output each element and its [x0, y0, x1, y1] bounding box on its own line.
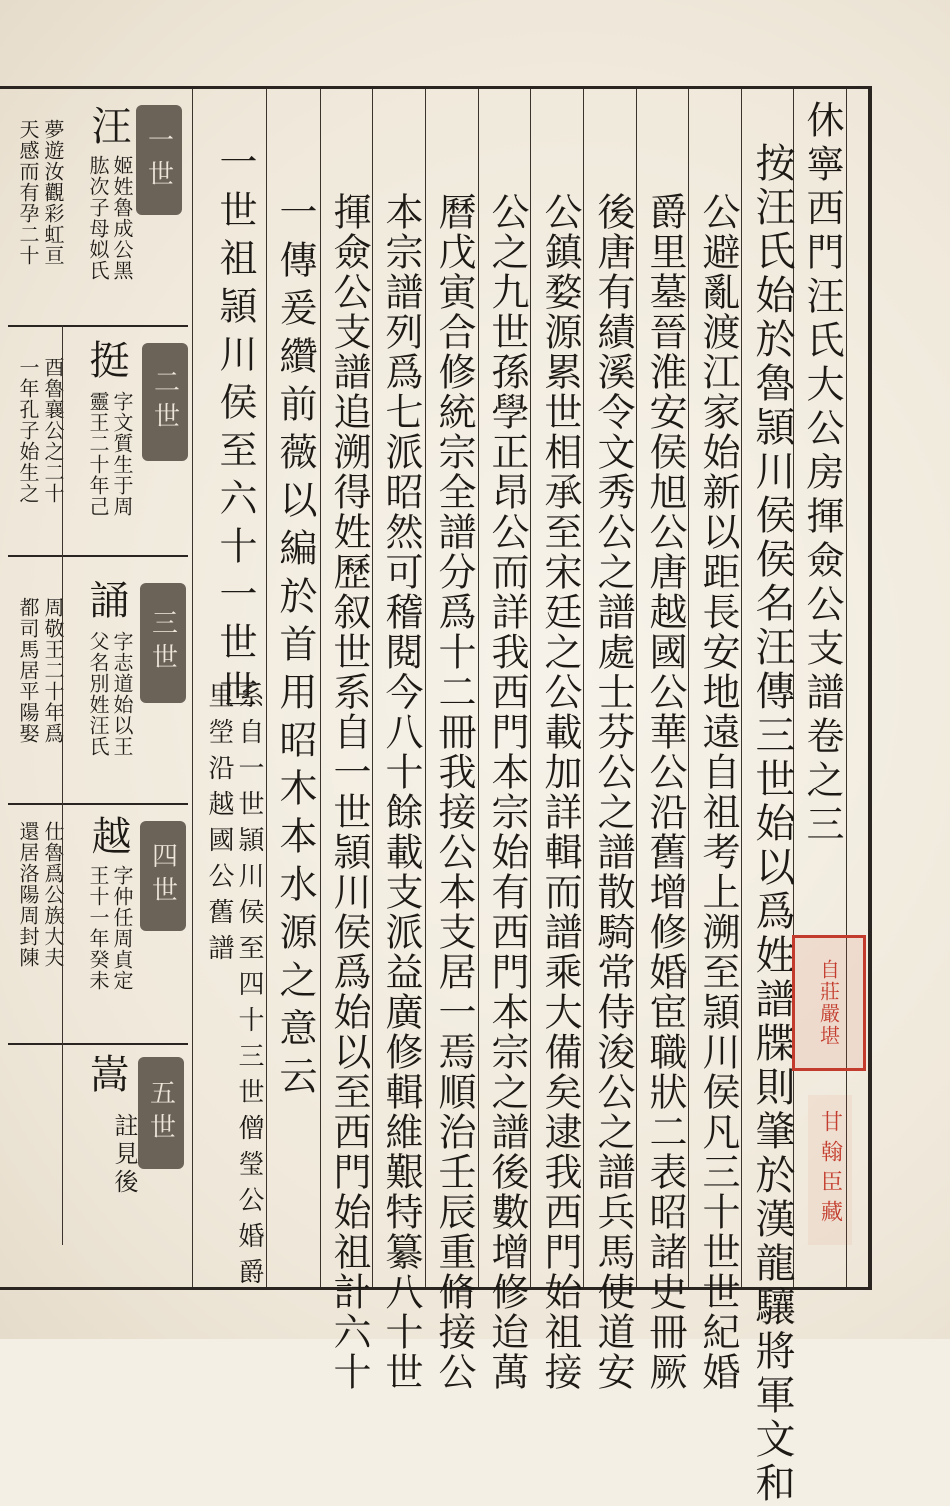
text-column: 公鎮婺源累世相承至宋廷之公載加詳輯而譜乘大備矣逮我西門始祖接 [538, 192, 582, 1392]
chart-cell [8, 1043, 188, 1243]
seal-text: 甘翰臣藏 [817, 1110, 843, 1230]
column-rule [530, 89, 531, 1287]
frame-right-border [868, 86, 872, 1290]
ancestor-note: 姬姓魯成公黑 [110, 155, 134, 281]
ancestor-note: 都司馬居平陽娶 [16, 597, 40, 744]
ancestor-note: 註見後 [110, 1113, 138, 1197]
collector-seal [792, 935, 866, 1071]
seal-text: 自莊嚴堪 [816, 959, 841, 1047]
ancestor-note: 肱次子母姒氏 [86, 155, 110, 281]
column-rule [741, 89, 742, 1287]
ancestor-note: 字仲任周貞定 [110, 865, 134, 991]
text-column: 一傳爰纘前薇以編於首用昭木本水源之意云 [273, 192, 317, 1104]
ancestor-note: 酉魯襄公之二十 [41, 357, 65, 504]
page-title: 休寧西門汪氏大公房揮僉公支譜卷之三 [800, 100, 844, 848]
text-column: 公避亂渡江家始新以距長安地遠自祖考上溯至頴川侯凡三十世世紀婚 [696, 192, 740, 1392]
generation-badge: 一世 [136, 105, 182, 215]
text-column: 公之九世孫學正昂公而詳我西門本宗始有西門本宗之譜後數增修迨萬 [485, 192, 529, 1392]
text-column: 曆戊寅合修統宗全譜分爲十二冊我接公本支居一焉順治壬辰重脩接公 [432, 192, 476, 1392]
column-rule [478, 89, 479, 1287]
column-rule [192, 89, 193, 1287]
text-column: 爵里墓晉淮安侯旭公唐越國公華公沿舊增修婚宦職狀二表昭諸史冊厥 [643, 192, 687, 1392]
text-column: 按汪氏始於魯頴川侯侯名汪傳三世始以爲姓譜牒則肇於漢龍驤將軍文和 [749, 142, 795, 1506]
ancestor-note: 還居洛陽周封陳 [16, 821, 40, 968]
generation-badge: 三世 [140, 583, 186, 703]
ancestor-note: 仕魯爲公族大夫 [41, 821, 65, 968]
chart-cell [8, 89, 188, 327]
ancestor-note: 夢遊汝觀彩虹亘 [41, 119, 65, 266]
generation-badge: 二世 [142, 343, 188, 461]
column-rule [320, 89, 321, 1287]
text-column: 一世祖頴川侯至六十一世世 [213, 142, 257, 718]
ancestor-name: 挺 [83, 339, 129, 379]
ancestor-name: 嵩 [83, 1053, 129, 1093]
generation-badge: 五世 [138, 1057, 184, 1169]
text-column: 後唐有績溪令文秀公之譜處士芬公之譜散騎常侍浚公之譜兵馬使道安 [591, 192, 635, 1392]
column-rule [372, 89, 373, 1287]
chart-cell [8, 803, 188, 1045]
ancestor-note: 靈王二十年己 [86, 391, 110, 517]
text-column: 揮僉公支譜追溯得姓歷叙世系自一世頴川侯爲始以至西門始祖計六十 [327, 192, 371, 1392]
column-rule [636, 89, 637, 1287]
column-rule [266, 89, 267, 1287]
ancestor-note: 王十一年癸未 [86, 865, 110, 991]
annotation-right: 系自一世頴川侯至四十三世僧瑩公婚爵 [234, 682, 264, 1294]
column-rule [425, 89, 426, 1287]
ancestor-note: 一年孔子始生之 [16, 357, 40, 504]
ancestor-note: 天感而有孕二十 [16, 119, 40, 266]
ancestor-name: 誦 [83, 579, 129, 619]
ancestor-note: 字志道始以王 [110, 631, 134, 757]
ancestor-name: 越 [85, 815, 131, 855]
ancestor-note: 父名別姓汪氏 [86, 631, 110, 757]
ancestor-note: 字文質生于周 [110, 391, 134, 517]
ancestor-name: 汪 [85, 105, 131, 145]
chart-connector [62, 325, 63, 1245]
collector-seal [808, 1095, 852, 1245]
chart-cell [8, 325, 188, 557]
chart-cell [8, 555, 188, 805]
annotation-left: 里塋沿越國公舊譜 [204, 682, 234, 970]
column-rule [583, 89, 584, 1287]
ancestor-note: 周敬王二十年爲 [41, 597, 65, 744]
text-column: 本宗譜列爲七派昭然可稽閱今八十餘載支派益廣修輯維艱特纂八十世 [379, 192, 423, 1392]
column-rule [688, 89, 689, 1287]
generation-badge: 四世 [140, 821, 186, 931]
